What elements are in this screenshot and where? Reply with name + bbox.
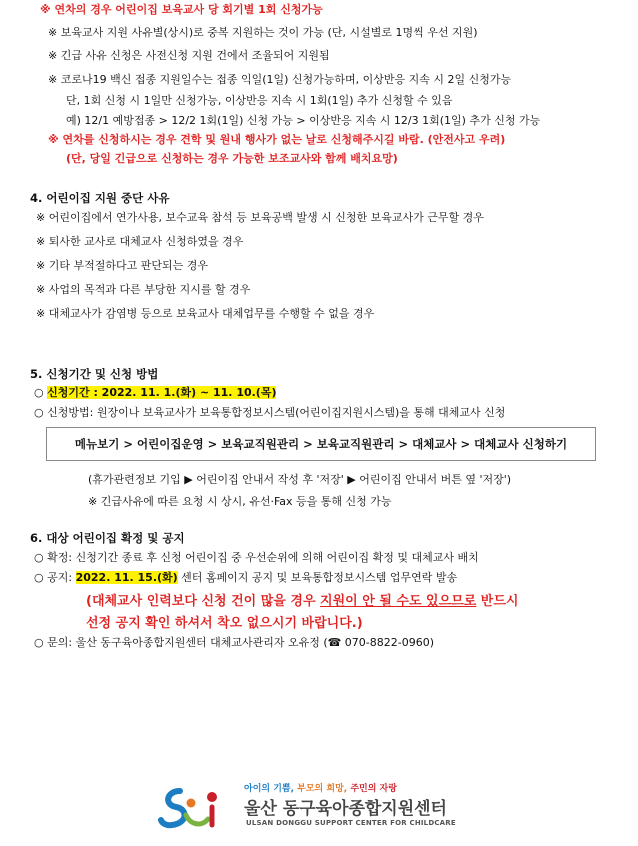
period-bullet: ○: [34, 386, 44, 399]
note-red-leave-line2: (단, 당일 긴급으로 신청하는 경우 가능한 보조교사와 함께 배치요망): [66, 152, 398, 165]
section-6-heading: 6. 대상 어린이집 확정 및 공지: [30, 531, 185, 545]
application-period: 신청기간 : 2022. 11. 1.(화) ~ 11. 10.(목): [47, 386, 277, 399]
footer-slogan: [244, 781, 397, 794]
confirm-bullet: ○: [34, 551, 44, 564]
note-red-leave-line1: ※ 연차를 신청하시는 경우 견학 및 원내 행사가 없는 날로 신청해주시길 바람. (안전사고 우려): [48, 133, 506, 146]
section-4-item-3: ※ 기타 부적절하다고 판단되는 경우: [36, 259, 208, 272]
section-4-heading: 4. 어린이집 지원 중단 사유: [30, 191, 170, 205]
section-4-item-2: ※ 퇴사한 교사로 대체교사 신청하였을 경우: [36, 235, 244, 248]
menu-path: 메뉴보기 > 어린이집운영 > 보육교직원관리 > 보육교직원관리 > 대체교사 > 대체교사 신청하기: [74, 437, 568, 451]
confirm-row: [34, 551, 479, 565]
application-method: 신청방법: 원장이나 보육교사가 보육통합정보시스템(어린이집지원시스템)을 통해 대체교사 신청: [47, 406, 506, 419]
warning-line-1a: (대체교사 인력보다 신청 건이 많을 경우: [86, 594, 321, 609]
slogan-part-3: 주민의 자랑: [347, 784, 397, 794]
notice-label: 공지:: [47, 571, 76, 584]
method-bullet: ○: [34, 406, 44, 419]
notice-date: 2022. 11. 15.(화): [75, 571, 178, 584]
method-row: [34, 406, 505, 420]
warning-line-1: [86, 590, 518, 609]
note-3-line1: ※ 코로나19 백신 접종 지원일수는 접종 익일(1일) 신청가능하며, 이상반응 지속 시 2일 신청가능: [48, 73, 512, 86]
section-4-item-5: ※ 대체교사가 감염병 등으로 보육교사 대체업무를 수행할 수 없을 경우: [36, 307, 375, 320]
note-3-line2: 단, 1회 신청 시 1일만 신청가능, 이상반응 지속 시 1회(1일) 추가 신청할 수 있음: [66, 94, 453, 107]
section-4-item-4: ※ 사업의 목적과 다른 부당한 지시를 할 경우: [36, 283, 251, 296]
contact-row: [34, 636, 434, 650]
org-name: 울산 동구육아종합지원센터: [244, 799, 447, 819]
slogan-part-2: 부모의 희망,: [294, 784, 348, 794]
save-instruction: (휴가관련정보 기입 ▶ 어린이집 안내서 작성 후 '저장' ▶ 어린이집 안내서 버튼 옆 '저장'): [88, 473, 512, 486]
slogan-part-1: 아이의 기쁨,: [244, 784, 295, 794]
footer-logo: [158, 779, 478, 839]
center-logo-swirl-icon: [158, 783, 222, 833]
section-5-heading: 5. 신청기간 및 신청 방법: [30, 367, 159, 381]
note-3-line3: 예) 12/1 예방접종 > 12/2 1회(1일) 신청 가능 > 이상반응 지속 시 12/3 1회(1일) 추가 신청 가능: [66, 114, 541, 127]
warning-line-2: 선정 공지 확인 하셔서 착오 없으시기 바랍니다.): [86, 616, 363, 631]
menu-path-box: [46, 427, 596, 461]
contact-bullet: ○: [34, 636, 44, 649]
warning-line-1c: 반드시: [476, 594, 519, 609]
warning-underlined: 지원이 안 될 수도 있으므로: [320, 594, 477, 609]
note-2: ※ 긴급 사유 신청은 사전신청 지원 건에서 조율되어 지원됨: [48, 49, 330, 62]
notice-row: [34, 571, 457, 585]
notice-rest: 센터 홈페이지 공지 및 보육통합정보시스템 업무연락 발송: [177, 571, 458, 584]
note-1: ※ 보육교사 지원 사유별(상시)로 중복 지원하는 것이 가능 (단, 시설별로 1명씩 우선 지원): [48, 26, 478, 39]
emergency-note: ※ 긴급사유에 따른 요청 시 상시, 유선·Fax 등을 통해 신청 가능: [88, 495, 392, 508]
confirm-text: 확정: 신청기간 종료 후 신청 어린이집 중 우선순위에 의해 어린이집 확정 및 대체교사 배치: [47, 551, 479, 564]
period-row: [34, 386, 276, 400]
org-name-en: ULSAN DONGGU SUPPORT CENTER FOR CHILDCARE: [246, 819, 456, 827]
contact-text: 문의: 울산 동구육아종합지원센터 대체교사관리자 오유정 (☎ 070-8822-0960): [47, 636, 435, 649]
section-4-item-1: ※ 어린이집에서 연가사용, 보수교육 참석 등 보육공백 발생 시 신청한 보육교사가 근무할 경우: [36, 211, 484, 224]
notice-bullet: ○: [34, 571, 44, 584]
note-red-top: ※ 연차의 경우 어린이집 보육교사 당 회기별 1회 신청가능: [40, 3, 323, 16]
